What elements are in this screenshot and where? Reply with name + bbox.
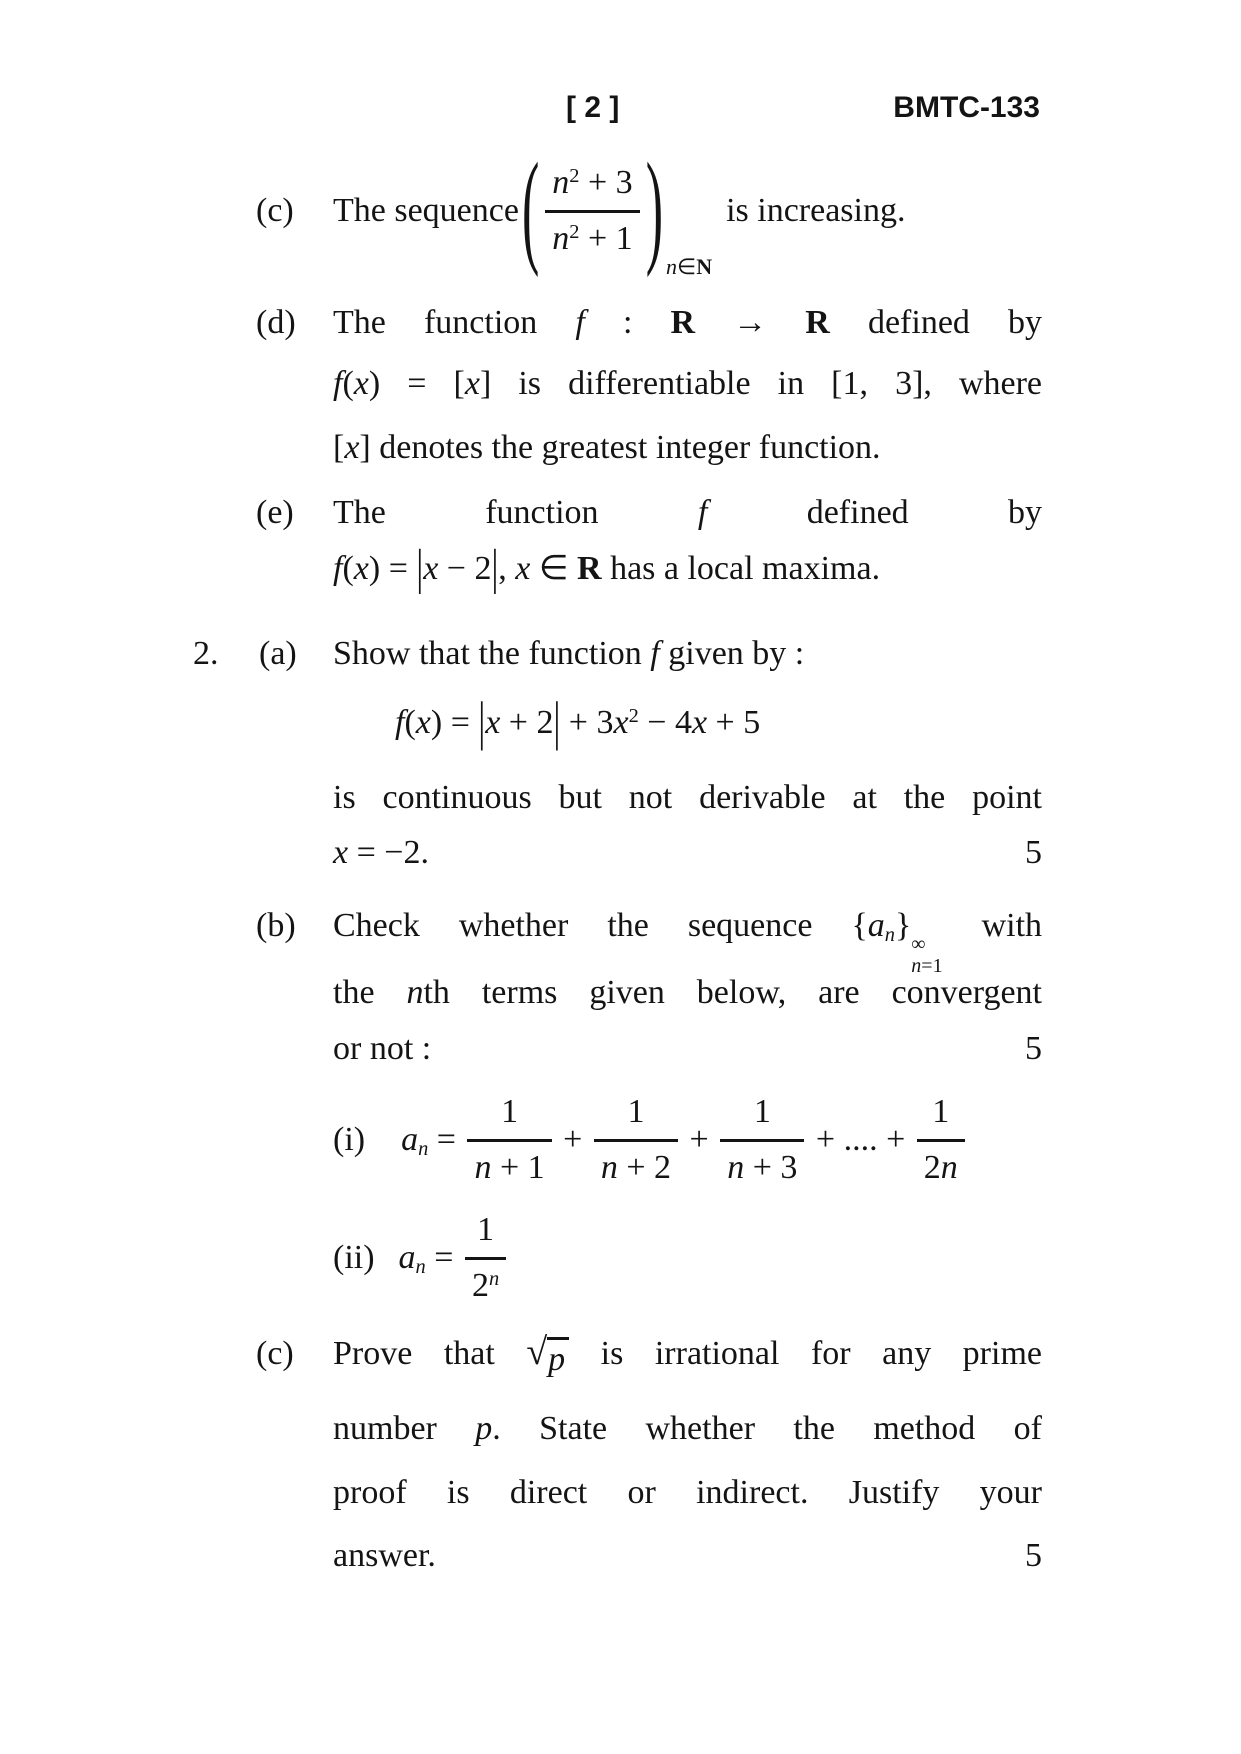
equals: ) = [368, 549, 417, 587]
text-run: =1 [921, 955, 943, 978]
statement-1c [333, 139, 906, 280]
comma: , [498, 549, 516, 587]
element-of-symbol: ∈ [530, 549, 577, 587]
reals-symbol: R [805, 304, 830, 341]
statement-2b-line2 [333, 973, 1042, 1013]
text-run: Prove that [333, 1335, 495, 1372]
text-run: or not : [333, 1030, 432, 1067]
text-run: defined by [806, 494, 1043, 531]
text-run: + 3 [744, 1149, 798, 1186]
subitem-2b-i [333, 1092, 968, 1186]
math-a-n [401, 1120, 428, 1160]
statement-1d-line2 [333, 364, 1042, 404]
fraction [465, 1210, 506, 1306]
math-var: x [353, 549, 369, 587]
abs-bar: | [491, 541, 499, 596]
math-var: n [600, 1149, 618, 1186]
text-run: − 4 [638, 703, 692, 741]
math-var: f [333, 365, 343, 402]
text-run: defined by [867, 304, 1043, 341]
math-var: x [353, 365, 369, 402]
math-cluster [485, 703, 553, 743]
text-run: = −2. [348, 834, 429, 871]
math-var: x [691, 703, 708, 741]
math-var: x [423, 549, 439, 587]
statement-2c-line4 [333, 1536, 1042, 1576]
statement-2a-line1 [333, 634, 1042, 674]
exponent: 2 [569, 220, 580, 243]
item-label-2a: (a) [259, 635, 297, 672]
fraction-numerator [545, 163, 639, 210]
statement-1d-line3 [333, 428, 1042, 468]
statement-2a-line3 [333, 778, 1042, 818]
text-run: − 2 [438, 549, 492, 587]
text-run: with [981, 907, 1043, 944]
bracket: ] [479, 365, 492, 402]
fraction-denominator [720, 1139, 804, 1188]
subscript [416, 1256, 426, 1278]
reals-symbol: R [577, 549, 602, 587]
marks-value: 5 [1025, 1030, 1042, 1067]
math-cluster [475, 1410, 501, 1447]
element-of-symbol: ∈ [677, 254, 697, 280]
equals: = [428, 1120, 465, 1158]
statement-2b-line3 [333, 1029, 1042, 1069]
fraction-numerator: 1 [501, 1092, 519, 1130]
math-var: f [333, 549, 343, 587]
math-var: a [401, 1120, 419, 1158]
coefficient: 2 [923, 1149, 941, 1186]
math-floor-function [333, 365, 491, 402]
course-code: BMTC-133 [893, 91, 1040, 124]
math-cluster [333, 549, 416, 589]
item-label-1e: (e) [256, 494, 294, 531]
text-run: + 1 [491, 1149, 545, 1186]
sequence-notation [851, 907, 943, 978]
naturals-symbol: N [696, 254, 713, 280]
infinity-symbol: ∞ [911, 933, 926, 955]
text-run: The sequence [333, 191, 519, 229]
fraction-denominator [594, 1139, 678, 1188]
text-run: + 2 [500, 703, 554, 741]
statement-2a-line4 [333, 833, 1042, 873]
marks-value: 5 [1025, 834, 1042, 871]
math-var: f [697, 494, 708, 531]
fraction-denominator [465, 1257, 506, 1306]
statement-2c-line2 [333, 1409, 1042, 1449]
math-cluster [560, 703, 760, 743]
nth-term [406, 974, 1042, 1011]
math-var: p [475, 1410, 493, 1447]
abs-bar: | [478, 692, 486, 752]
math-cluster [333, 833, 429, 873]
text-run: + 2 [617, 1149, 672, 1186]
math-f-maps-R-to-R [575, 304, 829, 341]
marks-value: 5 [1025, 1537, 1042, 1574]
math-var: n [488, 1267, 500, 1290]
colon: : [584, 304, 671, 341]
math-var: f [650, 635, 660, 672]
text-run: the [333, 974, 375, 1011]
math-var: n [552, 163, 570, 201]
statement-2c-line1 [333, 1331, 1042, 1380]
item-label-1c: (c) [256, 192, 294, 229]
text-run: is continuous but not derivable at the point [333, 779, 1042, 816]
brace: { [851, 907, 868, 944]
equals: = [425, 1238, 462, 1276]
math-var: f [395, 703, 405, 741]
fraction-denominator [467, 1139, 551, 1188]
math-var: n [406, 974, 424, 1011]
math-var: a [867, 907, 885, 944]
math-var: n [911, 955, 922, 978]
math-var: n [666, 254, 678, 280]
text-run: Show that the function [333, 635, 651, 672]
base: 2 [471, 1267, 489, 1304]
math-var: n [552, 220, 570, 257]
fraction [467, 1092, 551, 1188]
radical-sign: √ [526, 1331, 548, 1373]
text-run: is irrational for any prime [600, 1335, 1042, 1372]
math-var: x [485, 703, 501, 741]
math-a-n [399, 1238, 426, 1278]
fraction [545, 163, 639, 259]
statement-1d-line1 [333, 303, 1042, 343]
text-run: has a local maxima. [601, 549, 881, 587]
statement-2b-line1 [333, 906, 1042, 978]
fraction-numerator: 1 [477, 1210, 495, 1248]
text-run: + 1 [579, 220, 633, 257]
paren: ( [342, 549, 354, 587]
question-number-2: 2. [193, 635, 219, 672]
text-run: is differentiable in [1, 3], where [518, 365, 1043, 402]
math-var: a [398, 1238, 416, 1276]
item-label-2c: (c) [256, 1335, 294, 1372]
item-label-ii: (ii) [333, 1238, 375, 1276]
math-var: f [575, 304, 585, 341]
math-var: n [940, 1149, 958, 1186]
text-run: The function [333, 304, 538, 341]
plus: + [681, 1120, 718, 1158]
exponent [489, 1268, 499, 1290]
math-var: x [333, 834, 349, 871]
subscript [885, 924, 895, 946]
text-run: number [333, 1410, 437, 1447]
text-run: Check whether the sequence [333, 907, 813, 944]
math-var: n [474, 1149, 492, 1186]
text-run: answer. [333, 1537, 436, 1574]
math-var: n [415, 1256, 426, 1279]
math-cluster [395, 703, 478, 743]
plus: + [554, 1120, 591, 1158]
period: . [492, 1410, 501, 1447]
item-label-i: (i) [333, 1120, 366, 1158]
exponent: 2 [569, 164, 580, 187]
text-run: + 3 [579, 163, 633, 201]
text-run: ] denotes the greatest integer function. [359, 429, 881, 466]
plus-ellipsis: + .... + [807, 1120, 914, 1158]
text-run: + 5 [707, 703, 761, 741]
paren: ( [404, 703, 416, 741]
math-var: n [418, 1138, 429, 1161]
fraction-denominator [545, 210, 639, 259]
text-run: State whether the method of [539, 1410, 1043, 1447]
math-var: x [344, 429, 360, 466]
item-label-1d: (d) [256, 304, 296, 341]
square-root [526, 1331, 569, 1380]
fraction [594, 1092, 678, 1188]
text-run: ) = [ [368, 365, 465, 402]
text-run: is increasing. [726, 191, 906, 229]
statement-1e-line2 [333, 541, 881, 596]
arrow-symbol: → [695, 304, 806, 341]
exponent: 2 [628, 704, 639, 727]
subitem-2b-ii [333, 1210, 509, 1304]
sequence-index-subscript [666, 254, 712, 280]
fraction [917, 1092, 965, 1188]
paren: ( [342, 365, 354, 402]
math-var: x [415, 703, 431, 741]
text-run: + 3 [560, 703, 614, 741]
fraction-denominator [917, 1139, 965, 1188]
subscript [418, 1138, 428, 1160]
math-var: n [884, 924, 895, 947]
radicand [547, 1337, 569, 1380]
big-left-paren: ( [521, 139, 540, 280]
text-run: th terms given below, are convergent [423, 974, 1042, 1011]
sequence-limits [911, 933, 942, 978]
math-var: x [515, 549, 531, 587]
abs-bar: | [416, 541, 424, 596]
math-cluster [423, 549, 491, 589]
equals: ) = [430, 703, 479, 741]
text-run: given by : [659, 635, 805, 672]
reals-symbol: R [670, 304, 696, 341]
display-equation-2a [395, 694, 760, 752]
big-right-paren: ) [645, 139, 664, 280]
bracket: [ [333, 429, 345, 466]
math-var: n [727, 1149, 745, 1186]
fraction-numerator: 1 [627, 1092, 645, 1130]
math-var: x [464, 365, 480, 402]
statement-2c-line3 [333, 1473, 1042, 1513]
item-label-2b: (b) [256, 907, 296, 944]
fraction-numerator: 1 [932, 1092, 950, 1130]
brace: } [894, 907, 912, 944]
math-var: x [613, 703, 629, 741]
fraction-numerator: 1 [753, 1092, 771, 1130]
text-run: The function [333, 494, 599, 531]
abs-bar: | [553, 692, 561, 752]
math-var: p [548, 1341, 566, 1378]
fraction [720, 1092, 804, 1188]
statement-1e-line1 [333, 493, 1042, 533]
text-run: proof is direct or indirect. Justify your [333, 1474, 1042, 1511]
page-number: [ 2 ] [566, 91, 620, 124]
